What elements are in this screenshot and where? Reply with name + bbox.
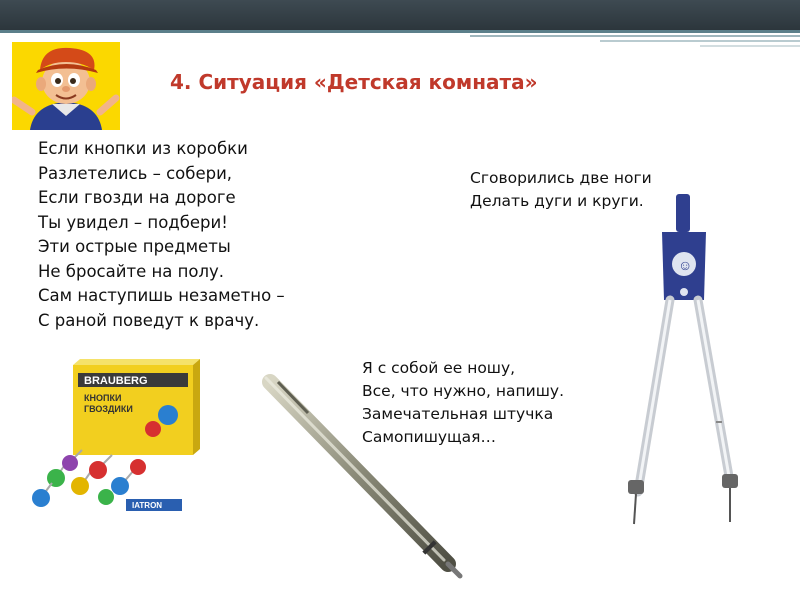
decor-stripe [0, 30, 800, 33]
poem-line: Все, что нужно, напишу. [362, 382, 565, 400]
top-bar [0, 0, 800, 30]
poem-line: Если гвозди на дороге [38, 188, 236, 207]
poem-line: Разлетелись – собери, [38, 163, 233, 183]
poem-main [38, 137, 285, 333]
box-brand-text: BRAUBERG [84, 375, 148, 387]
decor-stripe [470, 35, 800, 37]
push-pins-box-icon [28, 355, 208, 515]
slide-title: 4. Ситуация «Детская комната» [170, 70, 538, 94]
cartoon-boy-icon [12, 42, 120, 130]
poem-line: Самопишущая… [362, 428, 496, 446]
svg-text:☺: ☺ [678, 257, 693, 273]
poem-line: Делать дуги и круги. [470, 192, 644, 210]
poem-line: Сам наступишь незаметно – [38, 286, 285, 305]
poem-line: Не бросайте на полу. [38, 261, 225, 281]
decor-stripe [700, 45, 800, 47]
box-label-text: КНОПКИ [84, 393, 122, 403]
decor-stripe [600, 40, 800, 42]
pen-icon [248, 368, 468, 580]
poem-line: Ты увидел – подбери! [38, 212, 228, 232]
poem-line: С раной поведут к врачу. [38, 310, 260, 330]
compass-icon [612, 192, 772, 532]
box-bottom-text: IATRON [132, 501, 163, 510]
box-label-text: ГВОЗДИКИ [84, 404, 133, 414]
poem-line: Если кнопки из коробки [38, 139, 248, 158]
poem-line: Замечательная штучка [362, 405, 554, 423]
poem-line: Сговорились две ноги [470, 169, 652, 187]
poem-line: Я с собой ее ношу, [362, 359, 516, 377]
poem-line: Эти острые предметы [38, 237, 231, 256]
